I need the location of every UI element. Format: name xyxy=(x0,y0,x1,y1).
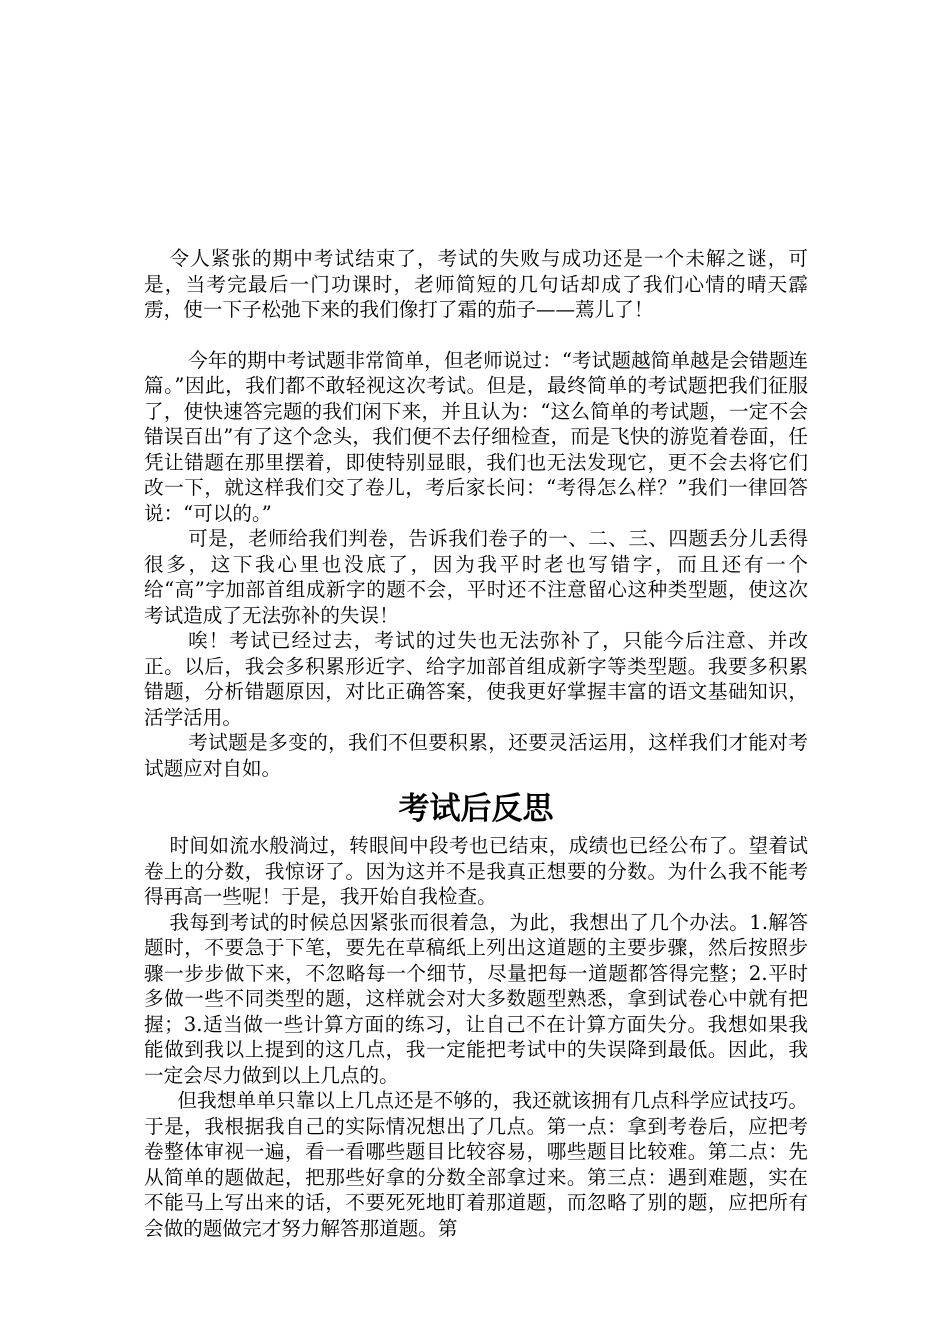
article1-paragraph-5: 考试题是多变的，我们不但要积累，还要灵活运用，这样我们才能对考试题应对自如。 xyxy=(144,731,808,780)
article2-paragraph-3: 但我想单单只靠以上几点还是不够的，我还就该拥有几点科学应试技巧。于是，我根据我自己的实际情况想出了几点。第一点：拿到考卷后，应把考卷整体审视一遍，看一看哪些题目比较容易，哪些题目比较难。第二点：先从简单的题做起，把那些好拿的分数全部拿过来。第三点：遇到难题，实在不能马上写出来的话，不要死死地盯着那道题，而忽略了别的题，应把所有会做的题做完才努力解答那道题。第 xyxy=(144,1089,808,1240)
article2-title: 考试后反思 xyxy=(398,791,554,827)
article1-paragraph-4: 唉！考试已经过去，考试的过失也无法弥补了，只能今后注意、并改正。以后，我会多积累形近字、给字加部首组成新字等类型题。我要多积累错题，分析错题原因，对比正确答案，使我更好掌握丰富的语文基础知识，活学活用。 xyxy=(144,629,808,729)
article1-paragraph-1: 令人紧张的期中考试结束了，考试的失败与成功还是一个未解之谜，可是，当考完最后一门功课时，老师简短的几句话却成了我们心情的晴天霹雳，使一下子松弛下来的我们像打了霜的茄子——蔫儿了！ xyxy=(144,247,808,321)
article1-paragraph-2: 今年的期中考试题非常简单，但老师说过：“考试题越简单越是会错题连篇。”因此，我们都不敢轻视这次考试。但是，最终简单的考试题把我们征服了，使快速答完题的我们闲下来，并且认为：“这么简单的考试题，一定不会错误百出”有了这个念头，我们便不去仔细检查，而是飞快的游览着卷面，任凭让错题在那里摆着，即使特别显眼，我们也无法发现它，更不会去将它们改一下，就这样我们交了卷儿，考后家长问：“考得怎么样？”我们一律回答说：“可以的。” xyxy=(144,348,808,525)
document-page xyxy=(144,246,808,1241)
article2-paragraph-1: 时间如流水般淌过，转眼间中段考也已结束，成绩也已经公布了。望着试卷上的分数，我惊讶了。因为这并不是我真正想要的分数。为什么我不能考得再高一些呢！于是，我开始自我检查。 xyxy=(144,834,808,908)
article2-paragraph-2: 我每到考试的时候总因紧张而很着急，为此，我想出了几个办法。1.解答题时，不要急于下笔，要先在草稿纸上列出这道题的主要步骤，然后按照步骤一步步做下来，不忽略每一个细节，尽量把每一道题都答得完整；2.平时多做一些不同类型的题，这样就会对大多数题型熟悉，拿到试卷心中就有把握；3.适当做一些计算方面的练习，让自己不在计算方面失分。我想如果我能做到我以上提到的这几点，我一定能把考试中的失误降到最低。因此，我一定会尽力做到以上几点的。 xyxy=(144,910,808,1087)
article1-paragraph-3: 可是，老师给我们判卷，告诉我们卷子的一、二、三、四题丢分儿丢得很多，这下我心里也没底了，因为我平时老也写错字，而且还有一个给“高”字加部首组成新字的题不会，平时还不注意留心这种类型题，使这次考试造成了无法弥补的失误！ xyxy=(144,527,808,627)
